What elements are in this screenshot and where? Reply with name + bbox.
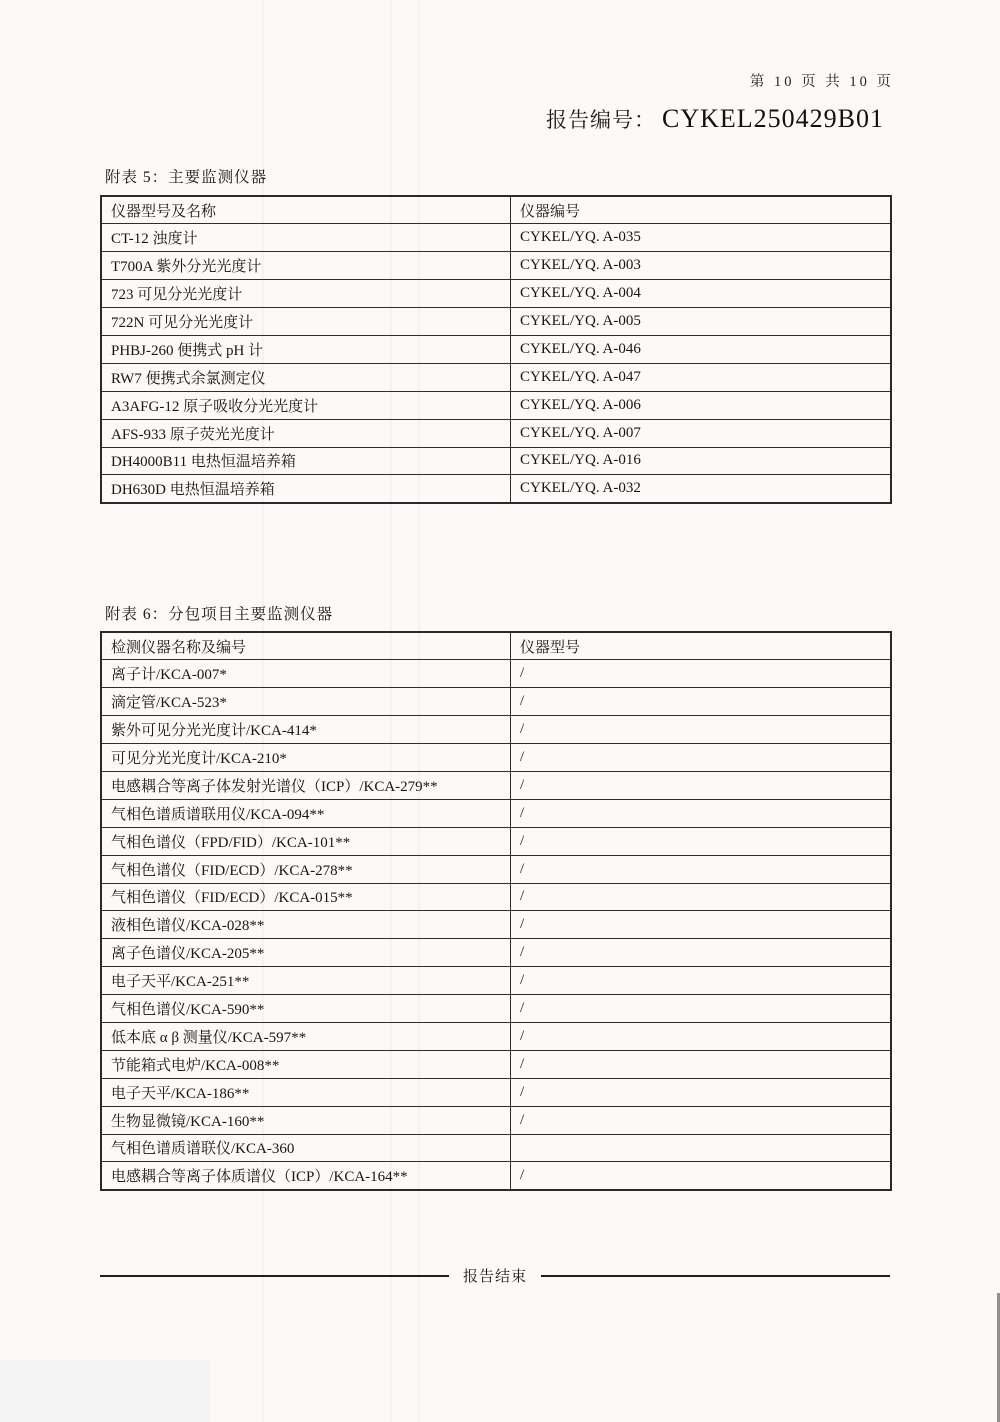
scan-smudge <box>0 1360 210 1422</box>
table-row <box>101 280 891 308</box>
table-cell: CYKEL/YQ. A-046 <box>511 335 892 363</box>
table-cell: 电感耦合等离子体发射光谱仪（ICP）/KCA-279** <box>101 771 511 799</box>
table5-caption: 附表 5：主要监测仪器 <box>105 169 268 186</box>
table-row <box>101 308 891 336</box>
table-cell: 气相色谱质谱联用仪/KCA-094** <box>101 799 511 827</box>
table-cell: / <box>511 967 892 995</box>
table-row <box>101 967 891 995</box>
table-row <box>101 447 891 475</box>
table-cell: 离子计/KCA-007* <box>101 660 511 688</box>
table-cell: 电子天平/KCA-251** <box>101 967 511 995</box>
header-row <box>101 632 891 660</box>
table-cell: 滴定管/KCA-523* <box>101 688 511 716</box>
table-row <box>101 911 891 939</box>
table-cell: / <box>511 744 892 772</box>
table-cell: 气相色谱仪（FPD/FID）/KCA-101** <box>101 827 511 855</box>
table-cell: DH630D 电热恒温培养箱 <box>101 475 511 503</box>
table-cell: 低本底 α β 测量仪/KCA-597** <box>101 1022 511 1050</box>
table-cell: / <box>511 716 892 744</box>
table-cell: 气相色谱仪（FID/ECD）/KCA-015** <box>101 883 511 911</box>
table-cell: 液相色谱仪/KCA-028** <box>101 911 511 939</box>
table-cell: 离子色谱仪/KCA-205** <box>101 939 511 967</box>
table-row <box>101 939 891 967</box>
table-cell: 节能箱式电炉/KCA-008** <box>101 1050 511 1078</box>
column-header: 仪器型号及名称 <box>101 196 511 224</box>
table-row <box>101 391 891 419</box>
table-cell: CT-12 浊度计 <box>101 224 511 252</box>
table-cell: / <box>511 1078 892 1106</box>
table-cell: / <box>511 660 892 688</box>
table-row <box>101 363 891 391</box>
table-cell: PHBJ-260 便携式 pH 计 <box>101 335 511 363</box>
table-row <box>101 1134 891 1162</box>
table-cell: CYKEL/YQ. A-003 <box>511 252 892 280</box>
left-rule <box>100 1275 449 1277</box>
report-number-label: 报告编号： <box>546 108 656 132</box>
table-cell: RW7 便携式余氯测定仪 <box>101 363 511 391</box>
table-row <box>101 688 891 716</box>
table-cell: CYKEL/YQ. A-004 <box>511 280 892 308</box>
table-row <box>101 883 891 911</box>
table-row <box>101 1106 891 1134</box>
table-cell: DH4000B11 电热恒温培养箱 <box>101 447 511 475</box>
table-cell: CYKEL/YQ. A-006 <box>511 391 892 419</box>
subcontract-instruments-table <box>100 631 892 1191</box>
table-cell: / <box>511 1106 892 1134</box>
table-row <box>101 335 891 363</box>
table-cell: 气相色谱仪/KCA-590** <box>101 995 511 1023</box>
table-cell: / <box>511 688 892 716</box>
table-cell: T700A 紫外分光光度计 <box>101 252 511 280</box>
table-row <box>101 1022 891 1050</box>
table-row <box>101 419 891 447</box>
table-row <box>101 716 891 744</box>
table-cell: / <box>511 939 892 967</box>
main-instruments-table <box>100 195 892 504</box>
column-header: 仪器型号 <box>511 632 892 660</box>
table-cell: / <box>511 1022 892 1050</box>
table-row <box>101 1078 891 1106</box>
table-cell: CYKEL/YQ. A-007 <box>511 419 892 447</box>
table-row <box>101 475 891 503</box>
table6-caption: 附表 6：分包项目主要监测仪器 <box>105 606 334 623</box>
table-cell: CYKEL/YQ. A-035 <box>511 224 892 252</box>
table-row <box>101 744 891 772</box>
table-cell: CYKEL/YQ. A-047 <box>511 363 892 391</box>
report-number-value: CYKEL250429B01 <box>662 104 884 133</box>
report-number-line <box>546 104 884 134</box>
table-cell: / <box>511 911 892 939</box>
table-row <box>101 771 891 799</box>
table-row <box>101 224 891 252</box>
table-row <box>101 660 891 688</box>
table-cell: 723 可见分光光度计 <box>101 280 511 308</box>
table-row <box>101 799 891 827</box>
table-row <box>101 995 891 1023</box>
table-row <box>101 855 891 883</box>
table-cell: 生物显微镜/KCA-160** <box>101 1106 511 1134</box>
table-cell: A3AFG-12 原子吸收分光光度计 <box>101 391 511 419</box>
table-cell: 电感耦合等离子体质谱仪（ICP）/KCA-164** <box>101 1162 511 1190</box>
table-row <box>101 1050 891 1078</box>
table-cell: / <box>511 883 892 911</box>
table-row <box>101 1162 891 1190</box>
table-cell: 气相色谱仪（FID/ECD）/KCA-278** <box>101 855 511 883</box>
table-cell: / <box>511 995 892 1023</box>
table-cell <box>511 1134 892 1162</box>
table-cell: / <box>511 799 892 827</box>
table-cell: / <box>511 1162 892 1190</box>
table-cell: / <box>511 827 892 855</box>
table-cell: / <box>511 1050 892 1078</box>
table-cell: CYKEL/YQ. A-016 <box>511 447 892 475</box>
report-end <box>100 1265 890 1286</box>
table-cell: 722N 可见分光光度计 <box>101 308 511 336</box>
table-cell: 气相色谱质谱联仪/KCA-360 <box>101 1134 511 1162</box>
column-header: 检测仪器名称及编号 <box>101 632 511 660</box>
right-rule <box>541 1275 890 1277</box>
page-number: 第 10 页 共 10 页 <box>749 74 894 90</box>
table-cell: CYKEL/YQ. A-032 <box>511 475 892 503</box>
table-cell: CYKEL/YQ. A-005 <box>511 308 892 336</box>
header-row <box>101 196 891 224</box>
table-cell: 紫外可见分光光度计/KCA-414* <box>101 716 511 744</box>
table-cell: / <box>511 855 892 883</box>
table-cell: 电子天平/KCA-186** <box>101 1078 511 1106</box>
column-header: 仪器编号 <box>511 196 892 224</box>
table-cell: AFS-933 原子荧光光度计 <box>101 419 511 447</box>
table-row <box>101 827 891 855</box>
table-row <box>101 252 891 280</box>
table-cell: / <box>511 771 892 799</box>
report-end-text: 报告结束 <box>463 1269 528 1285</box>
table-cell: 可见分光光度计/KCA-210* <box>101 744 511 772</box>
